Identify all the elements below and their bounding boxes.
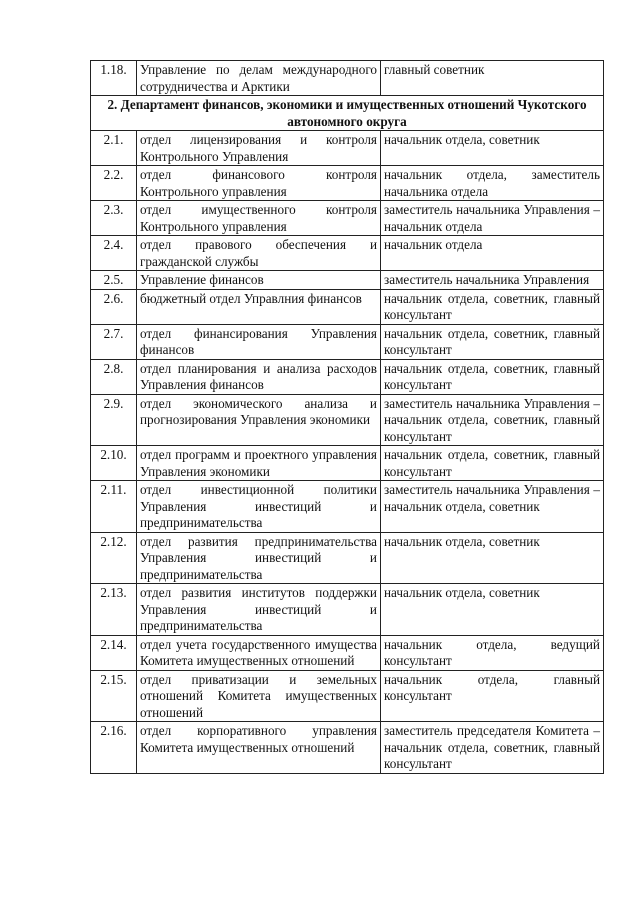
table-row: [91, 532, 604, 584]
table-row: [91, 289, 604, 324]
table-row: [91, 584, 604, 636]
department-name: отдел корпоративного управления Комитета имущественных отношений: [137, 722, 381, 774]
row-number: 2.14.: [91, 635, 137, 670]
department-name: отдел финансирования Управления финансов: [137, 324, 381, 359]
row-number: 2.1.: [91, 131, 137, 166]
position-titles: заместитель начальника Управления: [381, 271, 604, 290]
position-titles: начальник отдела, советник: [381, 532, 604, 584]
department-name: отдел имущественного контроля Контрольного управления: [137, 201, 381, 236]
position-titles: начальник отдела, советник, главный консультант: [381, 446, 604, 481]
department-name: отдел планирования и анализа расходов Управления финансов: [137, 359, 381, 394]
department-name: отдел финансового контроля Контрольного управления: [137, 166, 381, 201]
position-titles: начальник отдела, советник: [381, 584, 604, 636]
row-number: 2.11.: [91, 481, 137, 533]
row-number: 2.3.: [91, 201, 137, 236]
row-number: 2.16.: [91, 722, 137, 774]
section-header-row: [91, 96, 604, 131]
department-name: отдел правового обеспечения и гражданской службы: [137, 236, 381, 271]
table-row: [91, 236, 604, 271]
position-titles: заместитель начальника Управления – начальник отдела, советник, главный консультант: [381, 394, 604, 446]
position-titles: начальник отдела, советник, главный консультант: [381, 359, 604, 394]
row-number: 2.4.: [91, 236, 137, 271]
row-number: 2.2.: [91, 166, 137, 201]
department-name: отдел учета государственного имущества Комитета имущественных отношений: [137, 635, 381, 670]
position-titles: начальник отдела, ведущий консультант: [381, 635, 604, 670]
table-row: [91, 722, 604, 774]
position-titles: начальник отдела, советник, главный консультант: [381, 289, 604, 324]
row-number: 1.18.: [91, 61, 137, 96]
section-title: 2. Департамент финансов, экономики и имущественных отношений Чукотского автономного округа: [91, 96, 604, 131]
position-titles: заместитель начальника Управления – начальник отдела: [381, 201, 604, 236]
position-titles: начальник отдела, советник, главный консультант: [381, 324, 604, 359]
department-name: отдел программ и проектного управления Управления экономики: [137, 446, 381, 481]
table-row: [91, 166, 604, 201]
position-titles: заместитель начальника Управления – начальник отдела, советник: [381, 481, 604, 533]
row-number: 2.15.: [91, 670, 137, 722]
row-number: 2.6.: [91, 289, 137, 324]
position-titles: начальник отдела: [381, 236, 604, 271]
table-row: [91, 201, 604, 236]
row-number: 2.8.: [91, 359, 137, 394]
table-row: [91, 61, 604, 96]
department-name: отдел развития институтов поддержки Управления инвестиций и предпринимательства: [137, 584, 381, 636]
position-titles: начальник отдела, главный консультант: [381, 670, 604, 722]
table-row: [91, 359, 604, 394]
table-row: [91, 324, 604, 359]
row-number: 2.9.: [91, 394, 137, 446]
row-number: 2.7.: [91, 324, 137, 359]
row-number: 2.13.: [91, 584, 137, 636]
department-name: отдел приватизации и земельных отношений Комитета имущественных отношений: [137, 670, 381, 722]
table-row: [91, 446, 604, 481]
row-number: 2.12.: [91, 532, 137, 584]
department-name: отдел лицензирования и контроля Контрольного Управления: [137, 131, 381, 166]
department-name: Управление по делам международного сотрудничества и Арктики: [137, 61, 381, 96]
table-row: [91, 394, 604, 446]
position-titles: заместитель председателя Комитета – начальник отдела, советник, главный консультант: [381, 722, 604, 774]
table-row: [91, 635, 604, 670]
department-name: отдел развития предпринимательства Управления инвестиций и предпринимательства: [137, 532, 381, 584]
table-row: [91, 481, 604, 533]
row-number: 2.10.: [91, 446, 137, 481]
department-name: бюджетный отдел Управлния финансов: [137, 289, 381, 324]
position-titles: начальник отдела, советник: [381, 131, 604, 166]
department-name: отдел экономического анализа и прогнозирования Управления экономики: [137, 394, 381, 446]
table-row: [91, 670, 604, 722]
row-number: 2.5.: [91, 271, 137, 290]
position-titles: начальник отдела, заместитель начальника отдела: [381, 166, 604, 201]
department-name: отдел инвестиционной политики Управления инвестиций и предпринимательства: [137, 481, 381, 533]
table-row: [91, 131, 604, 166]
department-name: Управление финансов: [137, 271, 381, 290]
table-row: [91, 271, 604, 290]
positions-table: [90, 60, 604, 774]
position-titles: главный советник: [381, 61, 604, 96]
